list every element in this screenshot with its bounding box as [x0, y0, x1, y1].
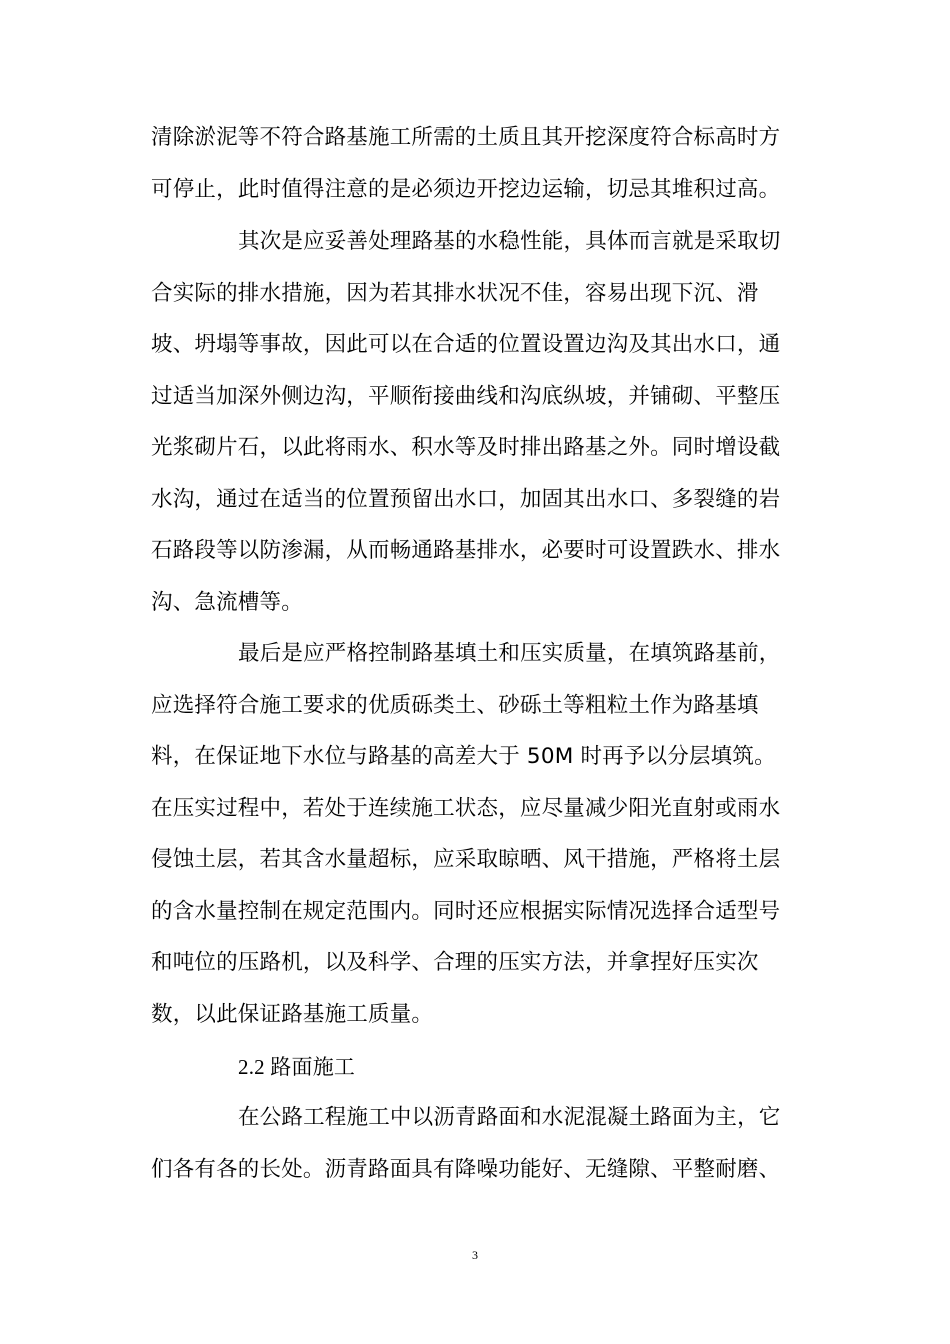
text-line: 料，在保证地下水位与路基的高差大于 50M 时再予以分层填筑。: [151, 744, 776, 769]
text-line: 应选择符合施工要求的优质砾类土、砂砾土等粗粒土作为路基填: [151, 693, 759, 718]
text-line: 在压实过程中，若处于连续施工状态，应尽量减少阳光直射或雨水: [151, 796, 781, 821]
text-line: 水沟，通过在适当的位置预留出水口，加固其出水口、多裂缝的岩: [151, 487, 781, 512]
text-line: 们各有各的长处。沥青路面具有降噪功能好、无缝隙、平整耐磨、: [151, 1157, 781, 1182]
text-line: 光浆砌片石，以此将雨水、积水等及时排出路基之外。同时增设截: [151, 435, 781, 460]
text-line: 最后是应严格控制路基填土和压实质量，在填筑路基前，: [238, 641, 781, 666]
text-line: 石路段等以防渗漏，从而畅通路基排水，必要时可设置跌水、排水: [151, 538, 781, 563]
text-line: 合实际的排水措施，因为若其排水状况不佳，容易出现下沉、滑: [151, 281, 759, 306]
section-heading: 2.2 路面施工: [238, 1055, 356, 1079]
text-line: 过适当加深外侧边沟，平顺衔接曲线和沟底纵坡，并铺砌、平整压: [151, 384, 781, 409]
text-line: 和吨位的压路机，以及科学、合理的压实方法，并拿捏好压实次: [151, 950, 759, 975]
text-line: 坡、坍塌等事故，因此可以在合适的位置设置边沟及其出水口，通: [151, 332, 781, 357]
text-line: 数，以此保证路基施工质量。: [151, 1002, 434, 1027]
page-number: 3: [472, 1248, 478, 1262]
text-line: 侵蚀土层，若其含水量超标，应采取晾晒、风干措施，严格将土层: [151, 847, 781, 872]
text-line: 其次是应妥善处理路基的水稳性能，具体而言就是采取切: [238, 229, 781, 254]
text-line: 在公路工程施工中以沥青路面和水泥混凝土路面为主，它: [238, 1105, 781, 1130]
text-line: 的含水量控制在规定范围内。同时还应根据实际情况选择合适型号: [151, 899, 781, 924]
text-line: 可停止，此时值得注意的是必须边开挖边运输，切忌其堆积过高。: [151, 177, 781, 202]
text-line: 沟、急流槽等。: [151, 590, 303, 615]
text-line: 清除淤泥等不符合路基施工所需的土质且其开挖深度符合标高时方: [151, 125, 781, 150]
